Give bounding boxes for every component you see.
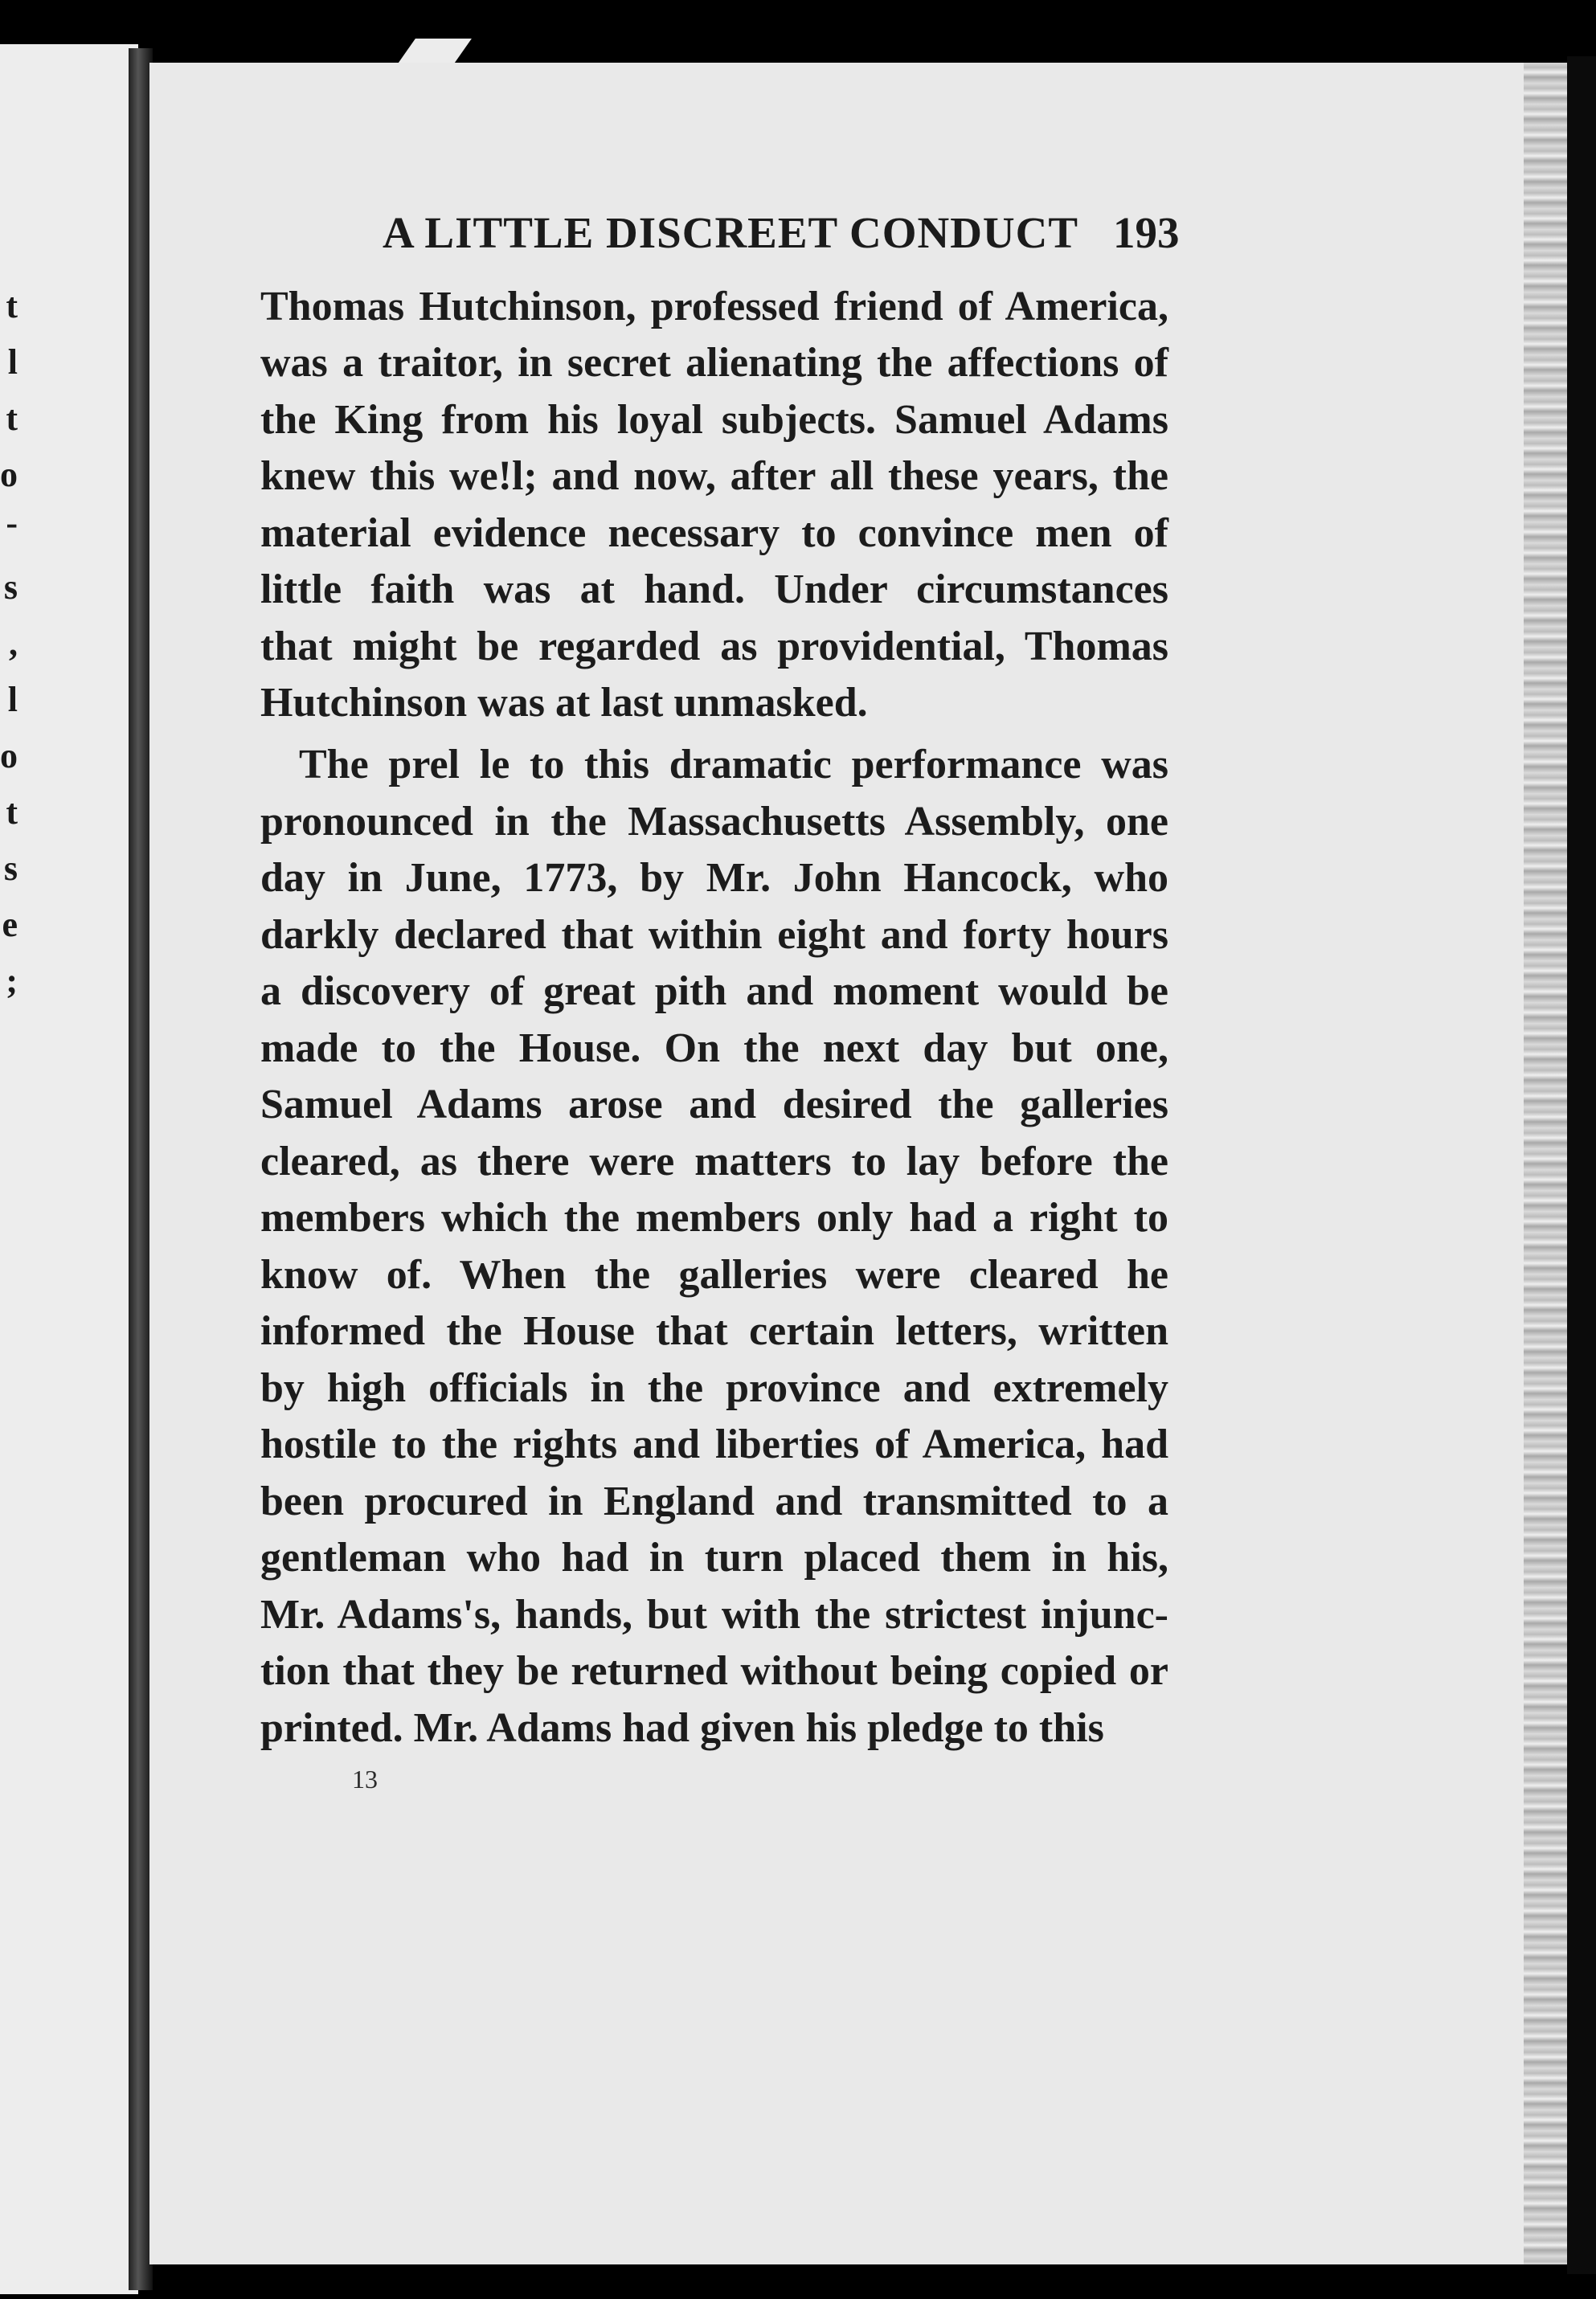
body-line: printed. Mr. Adams had given his pledge to this (260, 1705, 1104, 1751)
left-page-fragment: s (3, 567, 18, 607)
left-page-fragment: o (0, 736, 18, 775)
body-line: informed the House that certain letters, written (260, 1308, 1168, 1354)
left-page-fragment: ; (6, 961, 18, 1000)
body-line: was a traitor, in secret alienating the affections of (260, 340, 1168, 386)
body-line: hostile to the rights and liberties of America, had (260, 1422, 1168, 1467)
left-page-fragment: t (6, 399, 18, 438)
left-page-fragment: t (6, 792, 18, 832)
left-page-fragment: o (0, 455, 18, 494)
body-line: by high officials in the province and extremely (260, 1365, 1168, 1411)
page-number: 193 (1113, 208, 1180, 257)
page-tab-notch (396, 39, 472, 66)
body-line: Hutchinson was at last unmasked. (260, 680, 868, 726)
page-stack-edge (1524, 63, 1567, 2264)
running-header: A LITTLE DISCREET CONDUCT (383, 208, 1079, 257)
left-page-fragment: s (3, 849, 18, 888)
body-line: members which the members only had a right to (260, 1195, 1168, 1241)
body-line: little faith was at hand. Under circumstances (260, 567, 1168, 612)
body-line: knew this we!l; and now, after all these years, the (260, 453, 1168, 499)
left-page-fragment: , (9, 624, 18, 663)
body-line: The prel le to this dramatic performance was (299, 742, 1168, 787)
body-line: know of. When the galleries were cleared he (260, 1252, 1168, 1298)
body-line: the King from his loyal subjects. Samuel Adams (260, 397, 1168, 443)
body-line: gentleman who had in turn placed them in his, (260, 1535, 1168, 1581)
body-line: material evidence necessary to convince men of (260, 510, 1168, 556)
left-page-fragment: t (6, 286, 18, 325)
left-page-fragment: l (7, 680, 18, 719)
body-line: pronounced in the Massachusetts Assembly, one (260, 799, 1168, 845)
left-page-fragment: - (6, 503, 18, 542)
body-line: Mr. Adams's, hands, but with the strictest injunc- (260, 1592, 1168, 1638)
body-line: Samuel Adams arose and desired the galleries (260, 1082, 1168, 1127)
signature-mark: 13 (352, 1765, 378, 1794)
body-line: cleared, as there were matters to lay before the (260, 1139, 1168, 1184)
body-line: tion that they be returned without being copied or (260, 1648, 1168, 1694)
body-line: Thomas Hutchinson, professed friend of America, (260, 284, 1168, 329)
body-line: a discovery of great pith and moment would be (260, 968, 1168, 1014)
left-page-fragment: e (2, 905, 18, 944)
left-page-fragment: l (7, 342, 18, 382)
body-line: that might be regarded as providential, Thomas (260, 624, 1168, 669)
binding-shadow (1567, 56, 1596, 2274)
body-line: day in June, 1773, by Mr. John Hancock, who (260, 855, 1168, 901)
body-line: been procured in England and transmitted to a (260, 1479, 1168, 1524)
body-line: darkly declared that within eight and forty hours (260, 912, 1168, 958)
body-line: made to the House. On the next day but one, (260, 1025, 1168, 1071)
left-page-edge (0, 44, 138, 2294)
